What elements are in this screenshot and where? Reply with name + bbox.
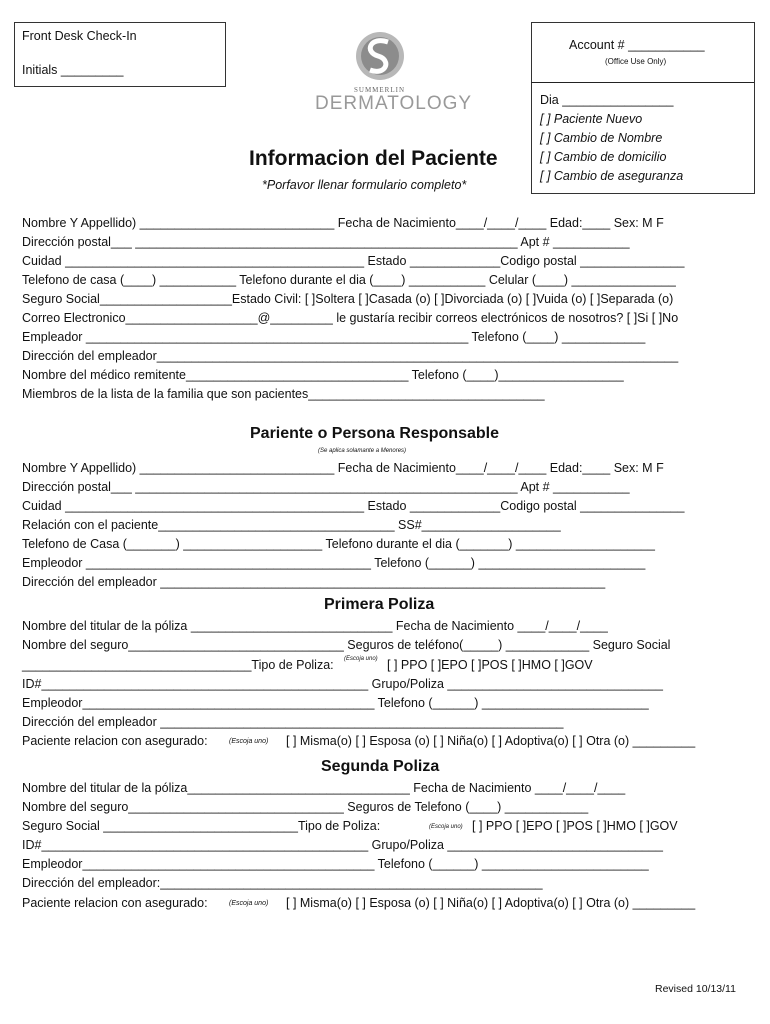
responsible-note: (Se aplica solamante a Menores) xyxy=(318,448,407,454)
responsible-address-line[interactable]: Dirección postal___ _______________________________________________________ Apt # ___________ xyxy=(22,480,630,494)
segunda-relacion-label: Paciente relacion con asegurado: xyxy=(22,896,208,910)
segunda-heading: Segunda Poliza xyxy=(321,758,440,775)
patient-ssn-line[interactable]: Seguro Social___________________Estado Civil: [ ]Soltera [ ]Casada (o) [ ]Divorciada (o) [ ]Vuida (o) [ ]Separada (o) xyxy=(22,292,674,306)
responsible-name-line[interactable]: Nombre Y Appellido) ____________________________ Fecha de Nacimiento____/____/____ Edad:____ Sex: M F xyxy=(22,461,664,475)
responsible-phone-line[interactable]: Telefono de Casa (_______) ____________________ Telefono durante el dia (_______) ____________________ xyxy=(22,537,655,551)
revised-date: Revised 10/13/11 xyxy=(655,983,736,995)
segunda-relacion-note: (Escoja uno) xyxy=(229,900,269,907)
patient-email-line[interactable]: Correo Electronico___________________@_________ le gustaría recibir correos electrónicos de nosotros? [ ]Si [ ]No xyxy=(22,311,679,325)
segunda-ssn-line[interactable]: Seguro Social ____________________________Tipo de Poliza: xyxy=(22,819,381,833)
option-cambio-domicilio[interactable]: [ ] Cambio de domicilio xyxy=(540,150,667,164)
initials-field[interactable]: Initials _________ xyxy=(22,63,124,77)
segunda-employer-line[interactable]: Empleodor__________________________________________ Telefono (______) ________________________ xyxy=(22,857,649,871)
primera-id-line[interactable]: ID#_______________________________________________ Grupo/Poliza _______________________________ xyxy=(22,677,663,691)
front-desk-title: Front Desk Check-In xyxy=(22,29,137,43)
responsible-employer-line[interactable]: Empleodor _________________________________________ Telefono (______) ________________________ xyxy=(22,556,646,570)
office-box-divider xyxy=(531,82,754,83)
segunda-tipo-note: (Escoja uno) xyxy=(429,824,463,830)
option-paciente-nuevo[interactable]: [ ] Paciente Nuevo xyxy=(540,112,643,126)
segunda-holder-line[interactable]: Nombre del titular de la póliza________________________________ Fecha de Nacimiento ____/____/____ xyxy=(22,781,626,795)
option-cambio-aseguranza[interactable]: [ ] Cambio de aseguranza xyxy=(540,169,684,183)
patient-employer-line[interactable]: Empleador _______________________________________________________ Telefono (____) ____________ xyxy=(22,330,646,344)
option-cambio-nombre[interactable]: [ ] Cambio de Nombre xyxy=(540,131,663,145)
patient-family-line[interactable]: Miembros de la lista de la familia que son pacientes__________________________________ xyxy=(22,387,545,401)
primera-employer-line[interactable]: Empleodor__________________________________________ Telefono (______) ________________________ xyxy=(22,696,649,710)
primera-tipo-note: (Escoja uno) xyxy=(344,656,378,662)
patient-name-line[interactable]: Nombre Y Appellido) ____________________________ Fecha de Nacimiento____/____/____ Edad:____ Sex: M F xyxy=(22,216,664,230)
summerlin-logo xyxy=(315,30,473,120)
primera-relacion-label: Paciente relacion con asegurado: xyxy=(22,734,208,748)
responsible-employer-address-line[interactable]: Dirección del empleador ________________________________________________________________ xyxy=(22,575,606,589)
page-subtitle: *Porfavor llenar formulario completo* xyxy=(262,178,467,192)
primera-heading: Primera Poliza xyxy=(324,596,435,613)
primera-employer-address-line[interactable]: Dirección del empleador __________________________________________________________ xyxy=(22,715,564,729)
responsible-relation-line[interactable]: Relación con el paciente__________________________________ SS#____________________ xyxy=(22,518,561,532)
segunda-tipo-options[interactable]: [ ] PPO [ ]EPO [ ]POS [ ]HMO [ ]GOV xyxy=(472,819,678,833)
primera-holder-line[interactable]: Nombre del titular de la póliza _____________________________ Fecha de Nacimiento ____/____/____ xyxy=(22,619,608,633)
primera-relacion-options[interactable]: [ ] Misma(o) [ ] Esposa (o) [ ] Niña(o) [ ] Adoptiva(o) [ ] Otra (o) _________ xyxy=(286,734,696,748)
primera-insurer-line[interactable]: Nombre del seguro_______________________________ Seguros de teléfono(_____) ____________ Seguro Social xyxy=(22,638,671,652)
patient-referring-line[interactable]: Nombre del médico remitente________________________________ Telefono (____)__________________ xyxy=(22,368,624,382)
patient-city-line[interactable]: Cuidad ___________________________________________ Estado _____________Codigo postal _______________ xyxy=(22,254,685,268)
patient-address-line[interactable]: Dirección postal___ _______________________________________________________ Apt # ___________ xyxy=(22,235,630,249)
office-use-note: (Office Use Only) xyxy=(605,57,667,66)
logo-name: DERMATOLOGY xyxy=(315,93,473,114)
patient-phone-line[interactable]: Telefono de casa (____) ___________ Telefono durante el dia (____) ___________ Celular (____) _______________ xyxy=(22,273,676,287)
patient-employer-address-line[interactable]: Dirección del empleador___________________________________________________________________________ xyxy=(22,349,679,363)
logo-brand: SUMMERLIN xyxy=(354,86,406,94)
logo-s-icon xyxy=(330,30,460,86)
page-title: Informacion del Paciente xyxy=(249,147,498,170)
segunda-employer-address-line[interactable]: Dirección del empleador:_______________________________________________________ xyxy=(22,876,543,890)
account-field[interactable]: Account # ___________ xyxy=(569,38,705,52)
segunda-insurer-line[interactable]: Nombre del seguro_______________________________ Seguros de Telefono (____) ____________ xyxy=(22,800,589,814)
primera-tipo-options[interactable]: [ ] PPO [ ]EPO [ ]POS [ ]HMO [ ]GOV xyxy=(387,658,593,672)
primera-ssn-line[interactable]: _________________________________Tipo de Poliza: xyxy=(22,658,334,672)
dia-field[interactable]: Dia ________________ xyxy=(540,93,674,107)
primera-relacion-note: (Escoja uno) xyxy=(229,738,269,745)
segunda-id-line[interactable]: ID#_______________________________________________ Grupo/Poliza _______________________________ xyxy=(22,838,663,852)
responsible-city-line[interactable]: Cuidad ___________________________________________ Estado _____________Codigo postal _______________ xyxy=(22,499,685,513)
responsible-heading: Pariente o Persona Responsable xyxy=(250,425,499,442)
segunda-relacion-options[interactable]: [ ] Misma(o) [ ] Esposa (o) [ ] Niña(o) [ ] Adoptiva(o) [ ] Otra (o) _________ xyxy=(286,896,696,910)
